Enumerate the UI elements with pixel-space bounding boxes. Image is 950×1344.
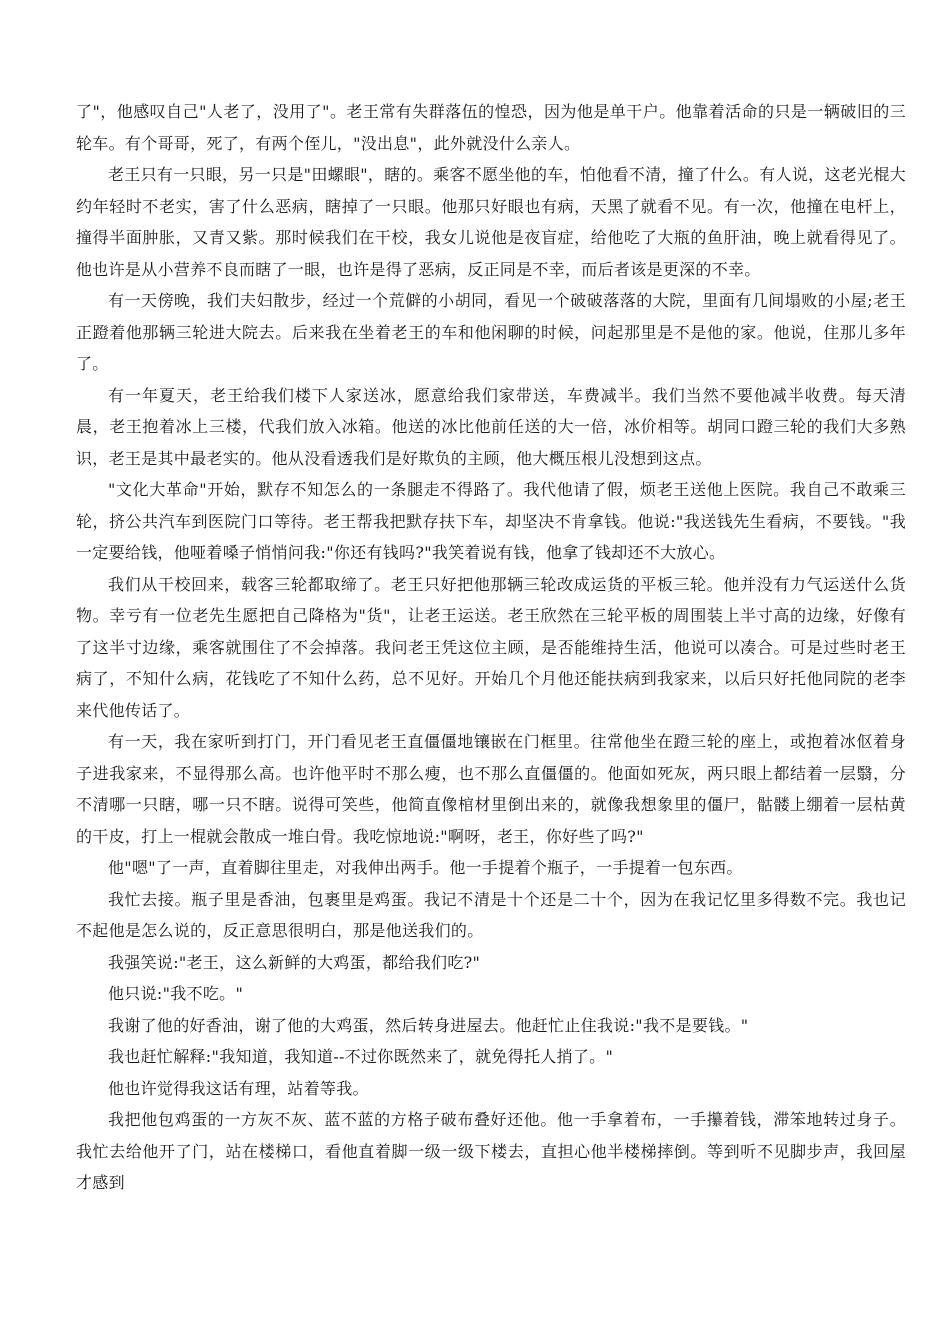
paragraph-12: 我谢了他的好香油，谢了他的大鸡蛋，然后转身进屋去。他赶忙止住我说:"我不是要钱。": [108, 1015, 749, 1035]
paragraph-10: 我强笑说:"老王，这么新鲜的大鸡蛋，都给我们吃?": [108, 952, 481, 972]
document-page: [76, 96, 906, 1199]
paragraph-7: 有一天，我在家听到打门，开门看见老王直僵僵地镶嵌在门框里。往常他坐在蹬三轮的座上，或抱着冰伛着身子进我家来，不显得那么高。也许他平时不那么瘦，也不那么直僵僵的。他面如死灰，两只眼上都结着一层翳，分不清哪一只瞎，哪一只不瞎。说得可笑些，他简直像棺材里倒出来的，就像我想象里的僵尸，骷髅上绷着一层枯黄的干皮，打上一棍就会散成一堆白骨。我吃惊地说:"啊呀，老王，你好些了吗?": [76, 732, 906, 846]
paragraph-2: 老王只有一只眼，另一只是"田螺眼"，瞎的。乘客不愿坐他的车，怕他看不清，撞了什么。有人说，这老光棍大约年轻时不老实，害了什么恶病，瞎掉了一只眼。他那只好眼也有病，天黑了就看不见。有一次，他撞在电杆上，撞得半面肿胀，又青又紫。那时候我们在干校，我女儿说他是夜盲症，给他吃了大瓶的鱼肝油，晚上就看得见了。他也许是从小营养不良而瞎了一眼，也许是得了恶病，反正同是不幸，而后者该是更深的不幸。: [76, 165, 906, 279]
paragraph-4: 有一年夏天，老王给我们楼下人家送冰，愿意给我们家带送，车费减半。我们当然不要他减半收费。每天清晨，老王抱着冰上三楼，代我们放入冰箱。他送的冰比他前任送的大一倍，冰价相等。胡同口蹬三轮的我们大多熟识，老王是其中最老实的。他从没看透我们是好欺负的主顾，他大概压根儿没想到这点。: [76, 385, 906, 468]
paragraph-6: 我们从干校回来，载客三轮都取缔了。老王只好把他那辆三轮改成运货的平板三轮。他并没有力气运送什么货物。幸亏有一位老先生愿把自己降格为"货"，让老王运送。老王欣然在三轮平板的周围装上半寸高的边缘，好像有了这半寸边缘，乘客就围住了不会掉落。我问老王凭这位主顾，是否能维持生活，他说可以凑合。可是过些时老王病了，不知什么病，花钱吃了不知什么药，总不见好。开始几个月他还能扶病到我家来，以后只好托他同院的老李来代他传话了。: [76, 574, 906, 720]
paragraph-9: 我忙去接。瓶子里是香油，包裹里是鸡蛋。我记不清是十个还是二十个，因为在我记忆里多得数不完。我也记不起他是怎么说的，反正意思很明白，那是他送我们的。: [76, 889, 906, 940]
paragraph-8: 他"嗯"了一声，直着脚往里走，对我伸出两手。他一手提着个瓶子，一手提着一包东西。: [108, 858, 743, 877]
paragraph-13: 我也赶忙解释:"我知道，我知道--不过你既然来了，就免得托人捎了。": [108, 1047, 614, 1066]
paragraph-5: "文化大革命"开始，默存不知怎么的一条腿走不得路了。我代他请了假，烦老王送他上医院。我自己不敢乘三轮，挤公共汽车到医院门口等待。老王帮我把默存扶下车，却坚决不肯拿钱。他说:"我送钱先生看病，不要钱。"我一定要给钱，他哑着嗓子悄悄问我:"你还有钱吗?"我笑着说有钱，他拿了钱却还不大放心。: [76, 480, 906, 562]
paragraph-3: 有一天傍晚，我们夫妇散步，经过一个荒僻的小胡同，看见一个破破落落的大院，里面有几间塌败的小屋;老王正蹬着他那辆三轮进大院去。后来我在坐着老王的车和他闲聊的时候，问起那里是不是他的家。他说，住那儿多年了。: [76, 291, 906, 373]
paragraph-15: 我把他包鸡蛋的一方灰不灰、蓝不蓝的方格子破布叠好还他。他一手拿着布，一手攥着钱，滞笨地转过身子。我忙去给他开了门，站在楼梯口，看他直着脚一级一级下楼去，直担心他半楼梯摔倒。等到听不见脚步声，我回屋才感到: [76, 1110, 906, 1192]
paragraph-11: 他只说:"我不吃。": [108, 984, 244, 1003]
paragraph-14: 他也许觉得我这话有理，站着等我。: [108, 1078, 369, 1098]
paragraph-1: 了"，他感叹自己"人老了，没用了"。老王常有失群落伍的惶恐，因为他是单干户。他靠着活命的只是一辆破旧的三轮车。有个哥哥，死了，有两个侄儿，"没出息"，此外就没什么亲人。: [76, 102, 906, 153]
